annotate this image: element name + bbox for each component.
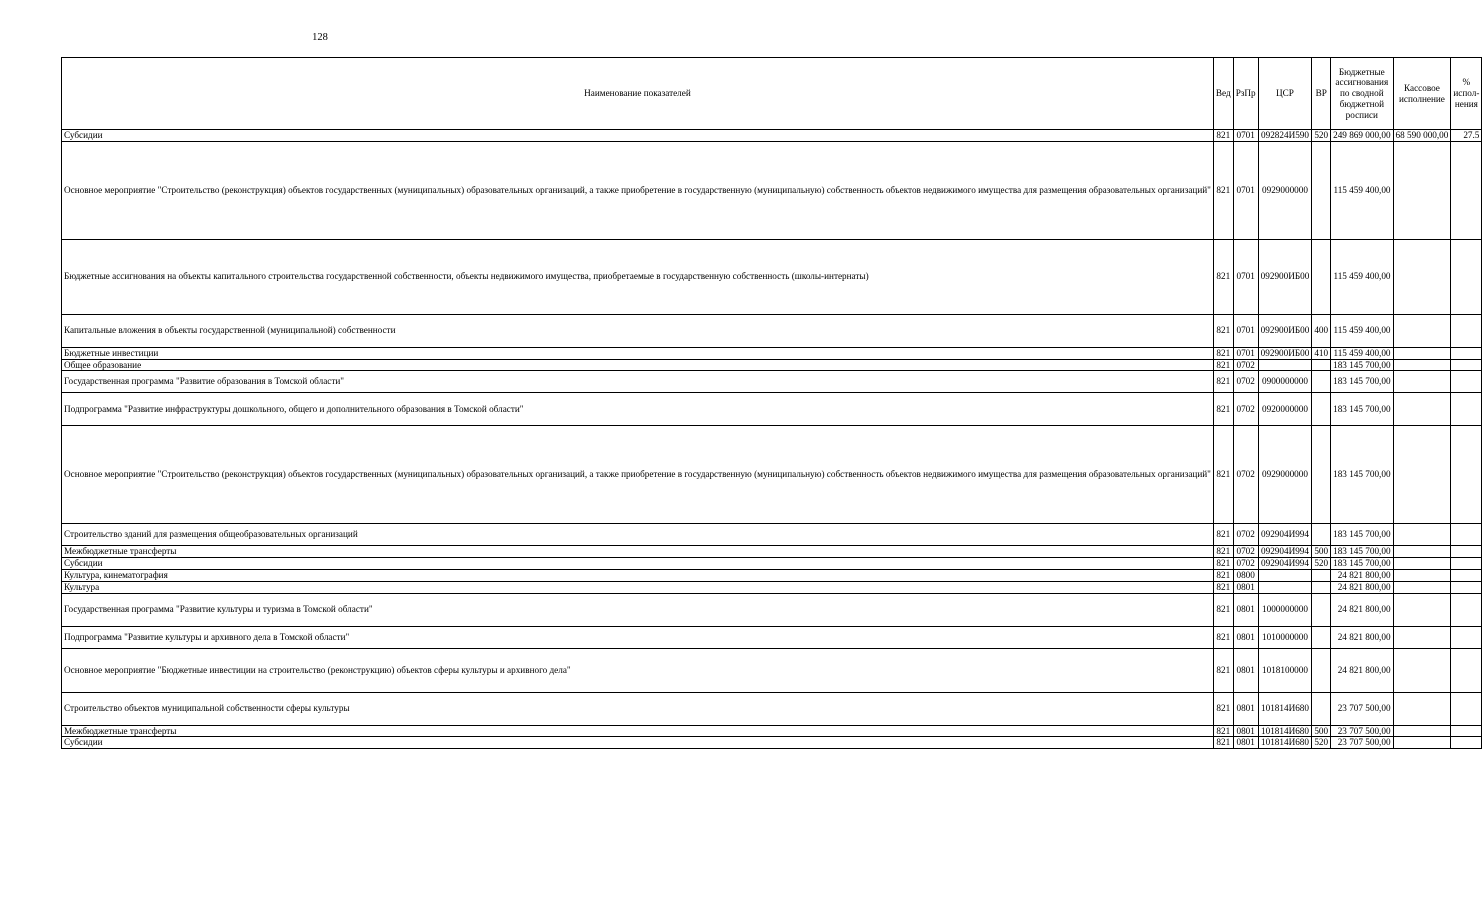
cell-csr: 1018100000	[1258, 648, 1312, 692]
cell-vr	[1312, 393, 1331, 426]
cell-cash	[1393, 359, 1451, 371]
cell-pct	[1451, 347, 1482, 359]
cell-csr: 101814И680	[1258, 692, 1312, 725]
cell-pct	[1451, 737, 1482, 749]
cell-csr: 0900000000	[1258, 371, 1312, 393]
cell-ved: 821	[1213, 737, 1233, 749]
cell-vr	[1312, 581, 1331, 593]
cell-assign: 115 459 400,00	[1331, 141, 1393, 239]
cell-vr: 500	[1312, 725, 1331, 737]
cell-assign: 183 145 700,00	[1331, 371, 1393, 393]
cell-name: Бюджетные инвестиции	[62, 347, 1214, 359]
header-vr: ВР	[1312, 58, 1331, 130]
cell-pct	[1451, 426, 1482, 524]
cell-assign: 24 821 800,00	[1331, 648, 1393, 692]
header-csr: ЦСР	[1258, 58, 1312, 130]
cell-vr	[1312, 371, 1331, 393]
header-ved: Вед	[1213, 58, 1233, 130]
cell-csr: 0929000000	[1258, 426, 1312, 524]
cell-assign: 183 145 700,00	[1331, 426, 1393, 524]
cell-assign: 23 707 500,00	[1331, 725, 1393, 737]
cell-csr: 1000000000	[1258, 593, 1312, 626]
cell-cash	[1393, 581, 1451, 593]
table-row	[62, 426, 1482, 524]
cell-rzpr: 0701	[1233, 141, 1258, 239]
cell-vr	[1312, 359, 1331, 371]
cell-vr	[1312, 141, 1331, 239]
table-row	[62, 546, 1482, 558]
cell-rzpr: 0800	[1233, 569, 1258, 581]
header-cash-execution: Кассовое исполнение	[1393, 58, 1451, 130]
cell-vr: 520	[1312, 558, 1331, 570]
cell-cash	[1393, 593, 1451, 626]
cell-ved: 821	[1213, 558, 1233, 570]
cell-rzpr: 0702	[1233, 426, 1258, 524]
cell-cash	[1393, 393, 1451, 426]
cell-pct	[1451, 626, 1482, 648]
cell-vr: 500	[1312, 546, 1331, 558]
cell-vr: 400	[1312, 314, 1331, 347]
cell-pct	[1451, 648, 1482, 692]
cell-name: Капитальные вложения в объекты государственной (муниципальной) собственности	[62, 314, 1214, 347]
cell-vr: 410	[1312, 347, 1331, 359]
cell-rzpr: 0801	[1233, 692, 1258, 725]
cell-assign: 23 707 500,00	[1331, 737, 1393, 749]
cell-ved: 821	[1213, 359, 1233, 371]
cell-name: Государственная программа "Развитие культуры и туризма в Томской области"	[62, 593, 1214, 626]
header-assignments: Бюджетные ассигнования по сводной бюджетной росписи	[1331, 58, 1393, 130]
cell-vr	[1312, 569, 1331, 581]
cell-ved: 821	[1213, 141, 1233, 239]
cell-pct	[1451, 371, 1482, 393]
cell-csr: 092824И590	[1258, 130, 1312, 142]
cell-csr: 101814И680	[1258, 737, 1312, 749]
cell-name: Государственная программа "Развитие образования в Томской области"	[62, 371, 1214, 393]
table-row	[62, 558, 1482, 570]
cell-name: Бюджетные ассигнования на объекты капитального строительства государственной собственности, объекты недвижимого имущества, приобретаемые в государственную собственность (школы-интернаты)	[62, 239, 1214, 314]
cell-pct	[1451, 725, 1482, 737]
cell-ved: 821	[1213, 581, 1233, 593]
cell-ved: 821	[1213, 347, 1233, 359]
cell-name: Субсидии	[62, 130, 1214, 142]
cell-csr: 092904И994	[1258, 524, 1312, 546]
cell-name: Межбюджетные трансферты	[62, 546, 1214, 558]
cell-assign: 115 459 400,00	[1331, 347, 1393, 359]
table-row	[62, 314, 1482, 347]
table-row	[62, 141, 1482, 239]
table-header-row	[62, 58, 1482, 130]
cell-ved: 821	[1213, 648, 1233, 692]
cell-csr	[1258, 581, 1312, 593]
cell-cash	[1393, 524, 1451, 546]
cell-csr	[1258, 569, 1312, 581]
cell-pct	[1451, 314, 1482, 347]
cell-assign: 24 821 800,00	[1331, 593, 1393, 626]
cell-vr	[1312, 626, 1331, 648]
cell-ved: 821	[1213, 546, 1233, 558]
cell-assign: 24 821 800,00	[1331, 569, 1393, 581]
cell-pct	[1451, 524, 1482, 546]
cell-rzpr: 0702	[1233, 524, 1258, 546]
cell-ved: 821	[1213, 426, 1233, 524]
cell-csr: 092904И994	[1258, 558, 1312, 570]
cell-cash	[1393, 426, 1451, 524]
cell-rzpr: 0801	[1233, 725, 1258, 737]
page-number: 128	[312, 32, 328, 43]
cell-vr	[1312, 426, 1331, 524]
cell-assign: 183 145 700,00	[1331, 524, 1393, 546]
cell-name: Субсидии	[62, 737, 1214, 749]
cell-ved: 821	[1213, 725, 1233, 737]
cell-rzpr: 0702	[1233, 393, 1258, 426]
cell-cash	[1393, 569, 1451, 581]
cell-cash	[1393, 314, 1451, 347]
cell-rzpr: 0701	[1233, 239, 1258, 314]
cell-csr: 092904И994	[1258, 546, 1312, 558]
table-row	[62, 692, 1482, 725]
cell-csr: 0920000000	[1258, 393, 1312, 426]
cell-cash	[1393, 239, 1451, 314]
cell-name: Общее образование	[62, 359, 1214, 371]
cell-name: Подпрограмма "Развитие инфраструктуры дошкольного, общего и дополнительного образования в Томской области"	[62, 393, 1214, 426]
cell-name: Основное мероприятие "Бюджетные инвестиции на строительство (реконструкцию) объектов сферы культуры и архивного дела"	[62, 648, 1214, 692]
cell-assign: 183 145 700,00	[1331, 393, 1393, 426]
cell-assign: 249 869 000,00	[1331, 130, 1393, 142]
cell-ved: 821	[1213, 239, 1233, 314]
cell-pct	[1451, 692, 1482, 725]
cell-vr	[1312, 648, 1331, 692]
cell-pct	[1451, 581, 1482, 593]
cell-assign: 183 145 700,00	[1331, 359, 1393, 371]
table-row	[62, 130, 1482, 142]
cell-name: Субсидии	[62, 558, 1214, 570]
cell-ved: 821	[1213, 593, 1233, 626]
header-rzpr: РзПр	[1233, 58, 1258, 130]
table-row	[62, 737, 1482, 749]
cell-vr	[1312, 524, 1331, 546]
cell-pct	[1451, 593, 1482, 626]
cell-ved: 821	[1213, 393, 1233, 426]
cell-cash	[1393, 558, 1451, 570]
cell-cash	[1393, 626, 1451, 648]
table-row	[62, 393, 1482, 426]
cell-name: Культура	[62, 581, 1214, 593]
table-row	[62, 626, 1482, 648]
cell-rzpr: 0801	[1233, 648, 1258, 692]
cell-pct	[1451, 141, 1482, 239]
cell-cash	[1393, 371, 1451, 393]
cell-assign: 183 145 700,00	[1331, 558, 1393, 570]
cell-vr	[1312, 692, 1331, 725]
cell-cash	[1393, 692, 1451, 725]
cell-name: Подпрограмма "Развитие культуры и архивного дела в Томской области"	[62, 626, 1214, 648]
cell-csr: 092900ИБ00	[1258, 239, 1312, 314]
cell-csr: 092900ИБ00	[1258, 347, 1312, 359]
table-row	[62, 569, 1482, 581]
cell-rzpr: 0801	[1233, 581, 1258, 593]
cell-pct	[1451, 546, 1482, 558]
cell-ved: 821	[1213, 569, 1233, 581]
cell-cash	[1393, 737, 1451, 749]
cell-vr: 520	[1312, 130, 1331, 142]
cell-csr	[1258, 359, 1312, 371]
table-row	[62, 648, 1482, 692]
cell-csr: 0929000000	[1258, 141, 1312, 239]
cell-vr	[1312, 593, 1331, 626]
cell-assign: 115 459 400,00	[1331, 239, 1393, 314]
table-row	[62, 239, 1482, 314]
cell-pct: 27.5	[1451, 130, 1482, 142]
table-row	[62, 725, 1482, 737]
cell-rzpr: 0702	[1233, 546, 1258, 558]
cell-ved: 821	[1213, 524, 1233, 546]
cell-name: Строительство зданий для размещения общеобразовательных организаций	[62, 524, 1214, 546]
cell-csr: 092900ИБ00	[1258, 314, 1312, 347]
cell-name: Межбюджетные трансферты	[62, 725, 1214, 737]
cell-ved: 821	[1213, 130, 1233, 142]
cell-rzpr: 0702	[1233, 558, 1258, 570]
cell-name: Основное мероприятие "Строительство (реконструкция) объектов государственных (муниципальных) образовательных организаций, а также приобретение в государственную (муниципальную) собственность объектов недвижимого имущества для размещения образовательных организаций"	[62, 141, 1214, 239]
cell-rzpr: 0801	[1233, 737, 1258, 749]
cell-pct	[1451, 558, 1482, 570]
cell-rzpr: 0701	[1233, 130, 1258, 142]
cell-name: Строительство объектов муниципальной собственности сферы культуры	[62, 692, 1214, 725]
cell-name: Культура, кинематография	[62, 569, 1214, 581]
cell-cash	[1393, 648, 1451, 692]
cell-assign: 23 707 500,00	[1331, 692, 1393, 725]
budget-table	[61, 57, 1482, 749]
cell-rzpr: 0702	[1233, 359, 1258, 371]
header-percent: % испол-нения	[1451, 58, 1482, 130]
cell-vr	[1312, 239, 1331, 314]
cell-pct	[1451, 359, 1482, 371]
cell-assign: 115 459 400,00	[1331, 314, 1393, 347]
cell-cash	[1393, 725, 1451, 737]
cell-name: Основное мероприятие "Строительство (реконструкция) объектов государственных (муниципальных) образовательных организаций, а также приобретение в государственную (муниципальную) собственность объектов недвижимого имущества для размещения образовательных организаций"	[62, 426, 1214, 524]
cell-cash	[1393, 546, 1451, 558]
cell-pct	[1451, 393, 1482, 426]
cell-cash	[1393, 141, 1451, 239]
cell-rzpr: 0701	[1233, 314, 1258, 347]
cell-ved: 821	[1213, 626, 1233, 648]
cell-cash: 68 590 000,00	[1393, 130, 1451, 142]
cell-assign: 24 821 800,00	[1331, 581, 1393, 593]
cell-vr: 520	[1312, 737, 1331, 749]
cell-assign: 183 145 700,00	[1331, 546, 1393, 558]
cell-rzpr: 0702	[1233, 371, 1258, 393]
table-body	[62, 130, 1482, 749]
cell-rzpr: 0801	[1233, 626, 1258, 648]
cell-assign: 24 821 800,00	[1331, 626, 1393, 648]
table-row	[62, 593, 1482, 626]
cell-rzpr: 0701	[1233, 347, 1258, 359]
table-row	[62, 524, 1482, 546]
cell-csr: 1010000000	[1258, 626, 1312, 648]
table-row	[62, 347, 1482, 359]
cell-csr: 101814И680	[1258, 725, 1312, 737]
header-name: Наименование показателей	[62, 58, 1214, 130]
table-row	[62, 581, 1482, 593]
cell-ved: 821	[1213, 314, 1233, 347]
cell-pct	[1451, 569, 1482, 581]
cell-ved: 821	[1213, 692, 1233, 725]
cell-cash	[1393, 347, 1451, 359]
cell-pct	[1451, 239, 1482, 314]
cell-ved: 821	[1213, 371, 1233, 393]
table-row	[62, 359, 1482, 371]
cell-rzpr: 0801	[1233, 593, 1258, 626]
table-row	[62, 371, 1482, 393]
